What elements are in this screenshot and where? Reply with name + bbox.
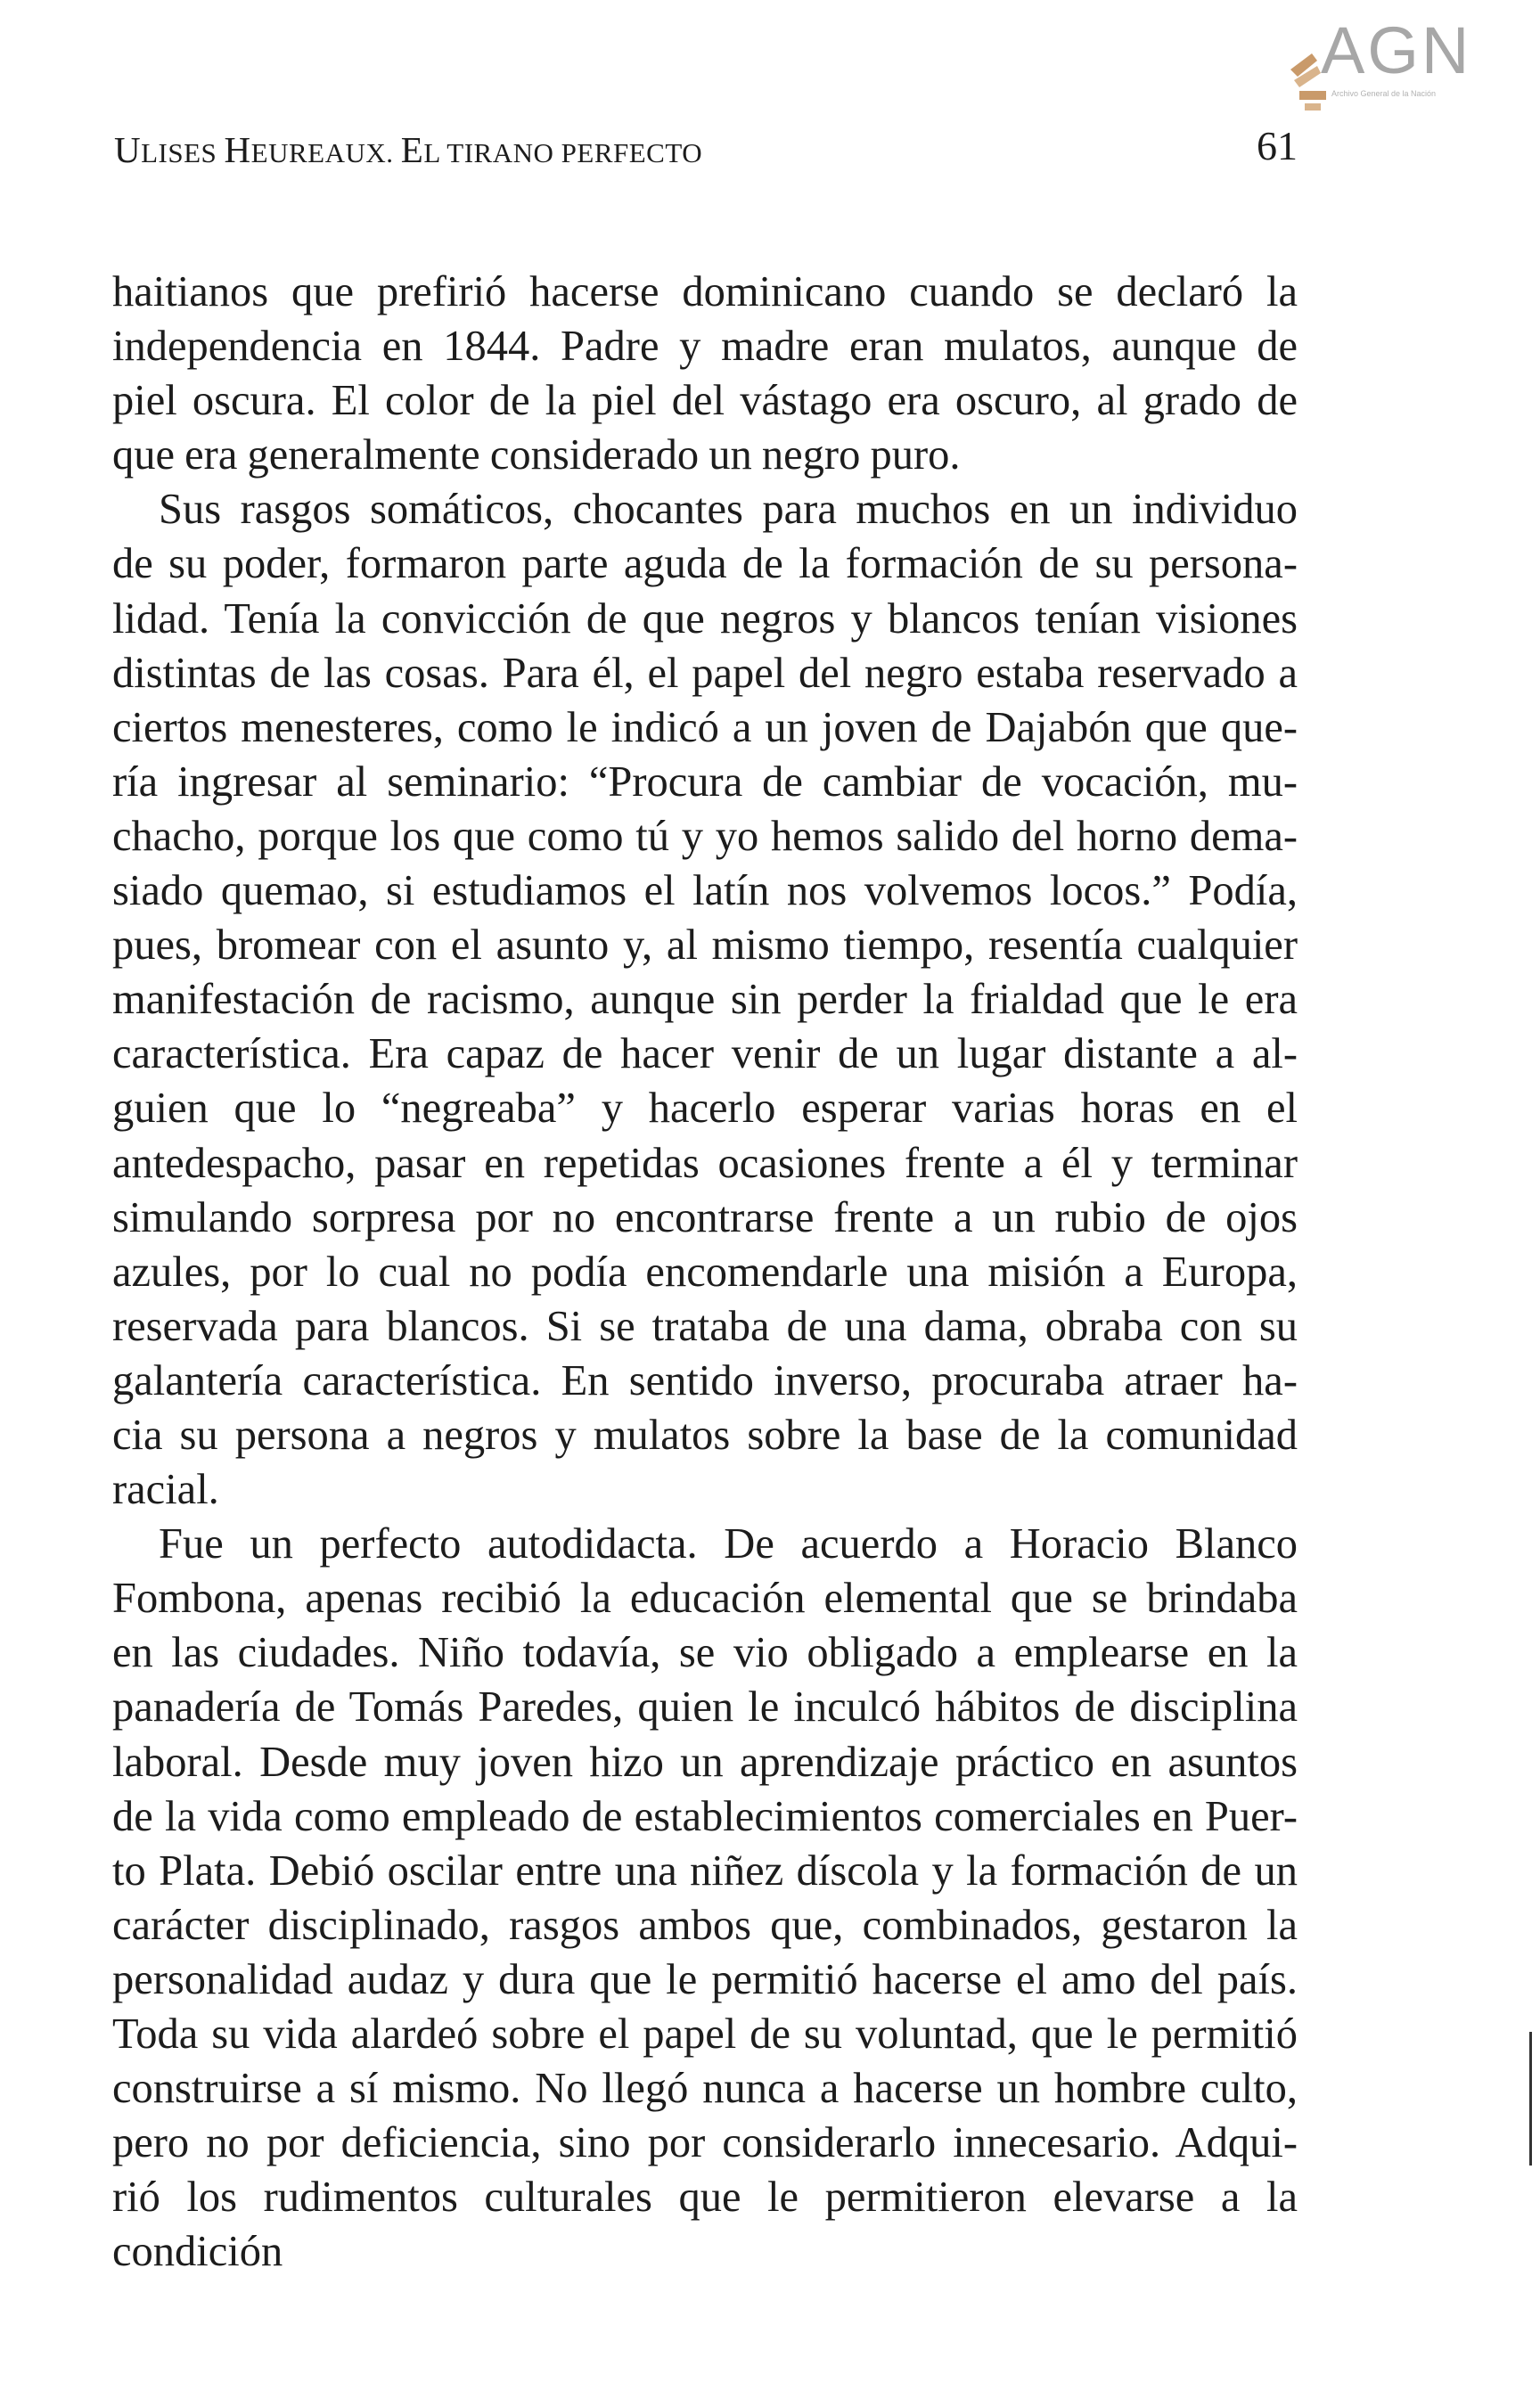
text-line: personalidad audaz y dura que le permitió hacerse el amo del país. — [112, 1955, 1298, 2003]
text-line: distintas de las cosas. Para él, el papel del negro estaba reservado a — [112, 649, 1298, 697]
text-line: simulando sorpresa por no encontrarse frente a un rubio de ojos — [112, 1193, 1298, 1241]
text-line: manifestación de racismo, aunque sin perder la frialdad que le era — [112, 976, 1298, 1024]
text-line: carácter disciplinado, rasgos ambos que, combinados, gestaron la — [112, 1901, 1298, 1949]
text-line: pero no por deficiencia, sino por considerarlo innecesario. Adqui- — [112, 2119, 1298, 2167]
agn-logo — [1282, 13, 1478, 116]
text-line: en las ciudades. Niño todavía, se vio obligado a emplearse en la — [112, 1629, 1298, 1677]
running-head-segment: E — [400, 129, 424, 170]
text-line: característica. Era capaz de hacer venir de un lugar distante a al- — [112, 1030, 1298, 1078]
text-line: to Plata. Debió oscilar entre una niñez díscola y la formación de un — [112, 1846, 1298, 1895]
text-line: guien que lo “negreaba” y hacerlo esperar varias horas en el — [112, 1085, 1298, 1133]
text-line: laboral. Desde muy joven hizo un aprendizaje práctico en asuntos — [112, 1738, 1298, 1786]
running-head-segment: L TIRANO PERFECTO — [423, 137, 703, 168]
text-line: Fombona, apenas recibió la educación elemental que se brindaba — [112, 1575, 1298, 1623]
text-line: de la vida como empleado de establecimientos comerciales en Puer- — [112, 1792, 1298, 1840]
text-line: azules, por lo cual no podía encomendarle una misión a Europa, — [112, 1248, 1298, 1296]
text-line: que era generalmente considerado un negro puro. — [112, 431, 961, 479]
page-number: 61 — [1257, 123, 1298, 168]
text-line: construirse a sí mismo. No llegó nunca a hacerse un hombre culto, — [112, 2065, 1298, 2113]
text-line: independencia en 1844. Padre y madre eran mulatos, aunque de — [112, 323, 1298, 371]
text-line: Toda su vida alardeó sobre el papel de su voluntad, que le permitió — [112, 2010, 1298, 2058]
running-head — [114, 125, 702, 178]
text-line: antedespacho, pasar en repetidas ocasiones frente a él y terminar — [112, 1139, 1298, 1187]
running-head-segment: U — [114, 129, 142, 170]
running-head-segment: EUREAUX. — [250, 137, 401, 168]
paragraph — [112, 482, 1298, 1517]
scan-margin-mark — [1529, 2032, 1532, 2166]
body-text — [112, 265, 1298, 2279]
paragraph — [112, 1517, 1298, 2279]
text-line: siado quemao, si estudiamos el latín nos volvemos locos.” Podía, — [112, 867, 1298, 915]
text-line: Sus rasgos somáticos, chocantes para muchos en un individuo — [159, 486, 1298, 534]
agn-logo-subtitle: Archivo General de la Nación — [1331, 89, 1437, 98]
text-line: Fue un perfecto autodidacta. De acuerdo a Horacio Blanco — [159, 1520, 1298, 1568]
text-line: galantería característica. En sentido inverso, procuraba atraer ha- — [112, 1356, 1298, 1404]
text-line: piel oscura. El color de la piel del vástago era oscuro, al grado de — [112, 377, 1298, 425]
text-line: reservada para blancos. Si se trataba de una dama, obraba con su — [112, 1302, 1298, 1350]
paragraph — [112, 265, 1298, 482]
text-line: cia su persona a negros y mulatos sobre la base de la comunidad — [112, 1411, 1298, 1459]
text-line: haitianos que prefirió hacerse dominicano cuando se declaró la — [112, 268, 1298, 315]
text-line: chacho, porque los que como tú y yo hemos salido del horno dema- — [112, 812, 1298, 860]
text-line: racial. — [112, 1466, 219, 1514]
text-line: ría ingresar al seminario: “Procura de cambiar de vocación, mu- — [112, 757, 1298, 806]
running-head-segment: LISES — [141, 137, 225, 168]
text-line: lidad. Tenía la convicción de que negros y blancos tenían visiones — [112, 594, 1298, 643]
text-line: panadería de Tomás Paredes, quien le inculcó hábitos de disciplina — [112, 1683, 1298, 1732]
agn-logo-letters: AGN — [1321, 13, 1472, 87]
text-line: rió los rudimentos culturales que le permitieron elevarse a la condición — [112, 2174, 1298, 2276]
running-head-segment: H — [224, 129, 251, 170]
text-line: pues, bromear con el asunto y, al mismo tiempo, resentía cualquier — [112, 921, 1298, 970]
text-line: ciertos menesteres, como le indicó a un joven de Dajabón que que- — [112, 703, 1298, 751]
text-line: de su poder, formaron parte aguda de la formación de su persona- — [112, 540, 1298, 588]
